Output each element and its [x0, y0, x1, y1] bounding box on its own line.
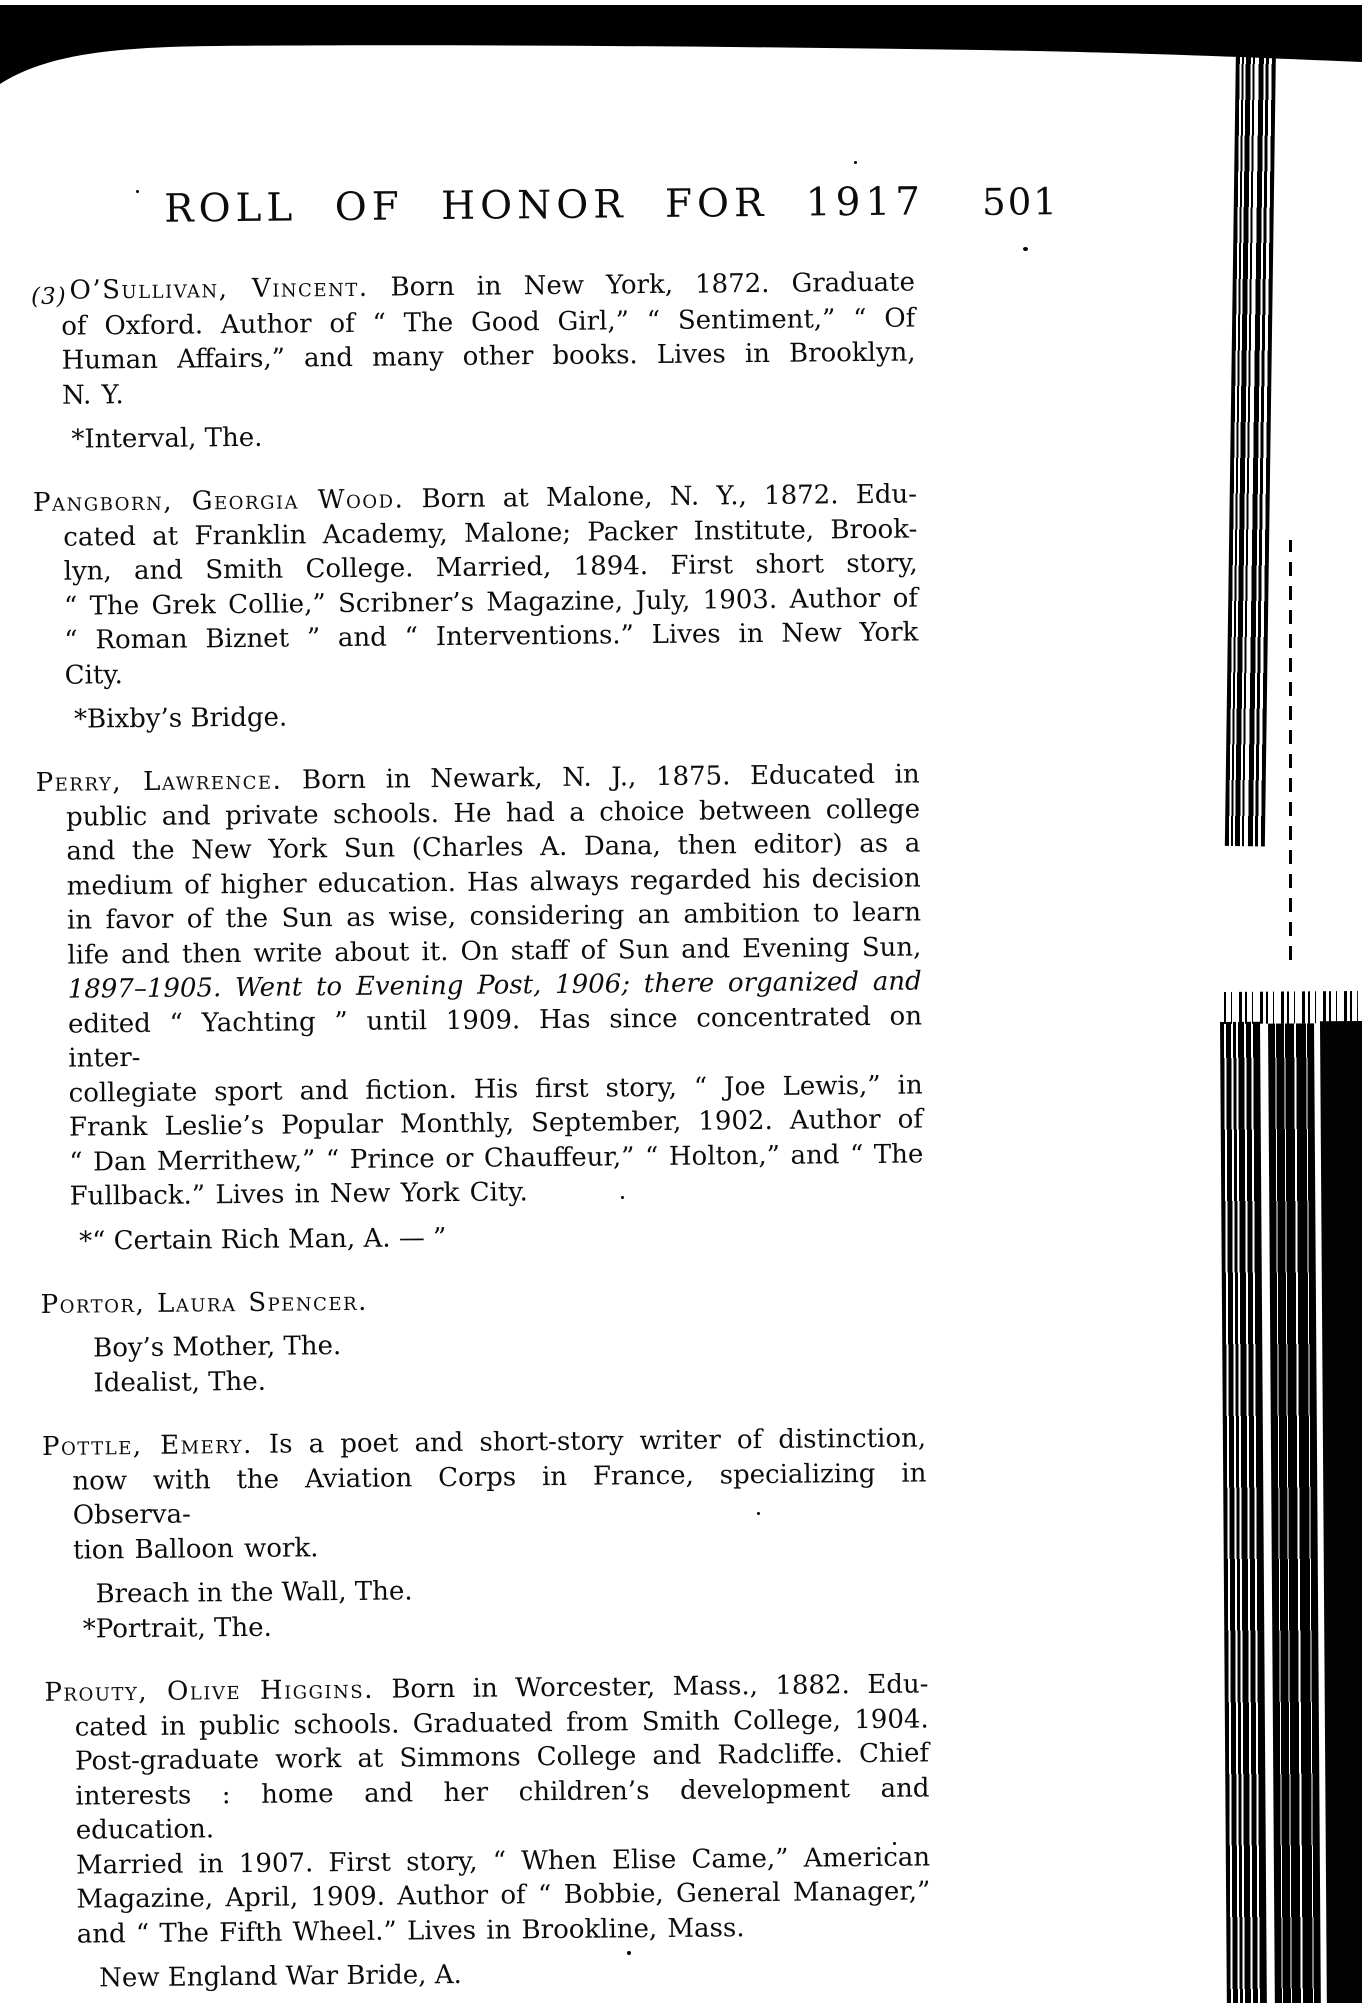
work-title: Idealist, The. — [93, 1366, 267, 1399]
text-line: in favor of the Sun as wise, considering an ambition to learn — [66, 897, 922, 936]
work-title: *Bixby’s Bridge. — [73, 702, 288, 735]
works-list — [99, 1953, 931, 1996]
text-line: and the New York Sun (Charles A. Dana, then editor) as a — [66, 828, 921, 867]
entry-paragraph — [31, 266, 916, 413]
works-list — [93, 1323, 926, 1401]
text-line: tion Balloon work. — [72, 1532, 319, 1566]
works-list — [71, 415, 916, 458]
scan-speck — [1346, 1213, 1350, 1217]
text-line: collegiate sport and fiction. His first story, “ Joe Lewis,” in — [68, 1069, 923, 1109]
work-title: *Interval, The. — [71, 422, 263, 455]
work-title: Boy’s Mother, The. — [92, 1331, 342, 1364]
text-line: Pottle, Emery. Is a poet and short-story writer of distinction, — [41, 1423, 927, 1462]
author-name: Portor, Laura Spencer. — [40, 1286, 368, 1320]
entry-paragraph — [36, 757, 924, 1214]
text-line: Fullback.” Lives in New York City. — [69, 1177, 528, 1212]
text-line: medium of higher education. Has always regarded his decision — [66, 862, 921, 902]
page-number: 501 — [981, 180, 1060, 224]
text-line: public and private schools. He had a choice between college — [65, 793, 921, 833]
works-list — [73, 694, 919, 737]
author-name: Perry, Lawrence. — [35, 765, 283, 798]
text-line: life and then write about it. On staff of Sun and Evening Sun, — [67, 931, 922, 971]
author-entry — [31, 266, 917, 458]
text-line: Prouty, Olive Higgins. Born in Worcester, Mass., 1882. Edu- — [44, 1669, 929, 1708]
author-entry — [33, 478, 919, 738]
text-line: Perry, Lawrence. Born in Newark, N. J., 1875. Educated in — [35, 759, 920, 798]
scan-artifact-streak-cluster-left — [1220, 1022, 1267, 2003]
works-list — [78, 1216, 924, 1259]
text-line: cated at Franklin Academy, Malone; Packer Institute, Brook- — [63, 513, 918, 553]
entry-paragraph — [41, 1279, 925, 1322]
scan-artifact-streak-comb — [1224, 991, 1358, 1024]
page-header — [30, 179, 1060, 274]
text-line: edited “ Yachting ” until 1909. Has since concentrated on inter- — [67, 1000, 923, 1074]
author-entry — [36, 757, 925, 1259]
scan-speck — [1023, 247, 1028, 251]
scan-artifact-solid-edge — [1320, 1021, 1362, 2003]
text-line — [41, 1279, 925, 1322]
scan-speck — [854, 161, 857, 164]
text-line: Magazine, April, 1909. Author of “ Bobbie, General Manager,” — [76, 1876, 931, 1915]
margin-annotation: (3) — [30, 283, 67, 310]
page-content — [30, 179, 1060, 1997]
entry-paragraph — [42, 1421, 927, 1567]
text-line: of Oxford. Author of “ The Good Girl,” “ Sentiment,” “ Of — [61, 303, 916, 342]
text-line: Human Affairs,” and many other books. Lives in Brooklyn, — [61, 337, 916, 376]
author-name: Pottle, Emery. — [41, 1429, 253, 1462]
scan-artifact-streak-band-top — [1225, 46, 1276, 846]
author-name: Prouty, Olive Higgins. — [44, 1674, 375, 1708]
page-title: ROLL OF HONOR FOR 1917 — [163, 179, 926, 232]
scan-artifact-dashed-line — [1289, 540, 1292, 960]
text-line: (3) O’Sullivan, Vincent. Born in New York, 1872. Graduate — [31, 266, 915, 310]
text-line: Frank Leslie’s Popular Monthly, September, 1902. Author of — [68, 1104, 924, 1143]
scan-artifact-streak-cluster-middle — [1268, 1023, 1321, 2003]
entry-paragraph — [44, 1667, 931, 1951]
work-title: Breach in the Wall, The. — [95, 1576, 413, 1610]
text-line: and “ The Fifth Wheel.” Lives in Brookline, Mass. — [76, 1912, 745, 1950]
work-title: *“ Certain Rich Man, A. — ” — [78, 1222, 447, 1257]
author-entry — [41, 1279, 926, 1402]
text-line: N. Y. — [61, 379, 124, 411]
scan-artifact-streak-band-bottom — [1220, 1021, 1362, 2003]
text-line: Pangborn, Georgia Wood. Born at Malone, N. Y., 1872. Edu- — [32, 479, 918, 518]
text-line: interests : home and her children’s development and education. — [75, 1772, 930, 1846]
text-line: lyn, and Smith College. Married, 1894. First short story, — [63, 548, 918, 587]
author-name: Pangborn, Georgia Wood. — [32, 484, 405, 518]
text-line: “ Dan Merrithew,” “ Prince or Chauffeur,” “ Holton,” and “ The — [69, 1138, 924, 1178]
author-name: O’Sullivan, Vincent. — [69, 272, 369, 306]
scan-artifact-top-bar — [0, 0, 1362, 90]
text-line: Married in 1907. First story, “ When Elise Came,” American — [75, 1841, 931, 1881]
text-line: “ Roman Biznet ” and “ Interventions.” Lives in New York — [64, 617, 919, 656]
entry-paragraph — [33, 478, 919, 693]
text-line: Post-graduate work at Simmons College and Radcliffe. Chief — [74, 1738, 930, 1777]
entries — [31, 266, 931, 1997]
text-line: now with the Aviation Corps in France, specializing in Observa- — [72, 1457, 927, 1531]
text-line: 1897–1905. Went to Evening Post, 1906; there organized and — [67, 966, 922, 1005]
text-line: cated in public schools. Graduated from Smith College, 1904. — [74, 1703, 929, 1743]
text-line: “ The Grek Collie,” Scribner’s Magazine, July, 1903. Author of — [63, 582, 919, 622]
work-title: New England War Bride, A. — [99, 1959, 462, 1994]
author-entry — [42, 1421, 928, 1647]
work-title: *Portrait, The. — [82, 1612, 272, 1645]
author-entry — [44, 1667, 931, 1996]
text-line: City. — [64, 659, 123, 691]
works-list — [82, 1569, 928, 1647]
